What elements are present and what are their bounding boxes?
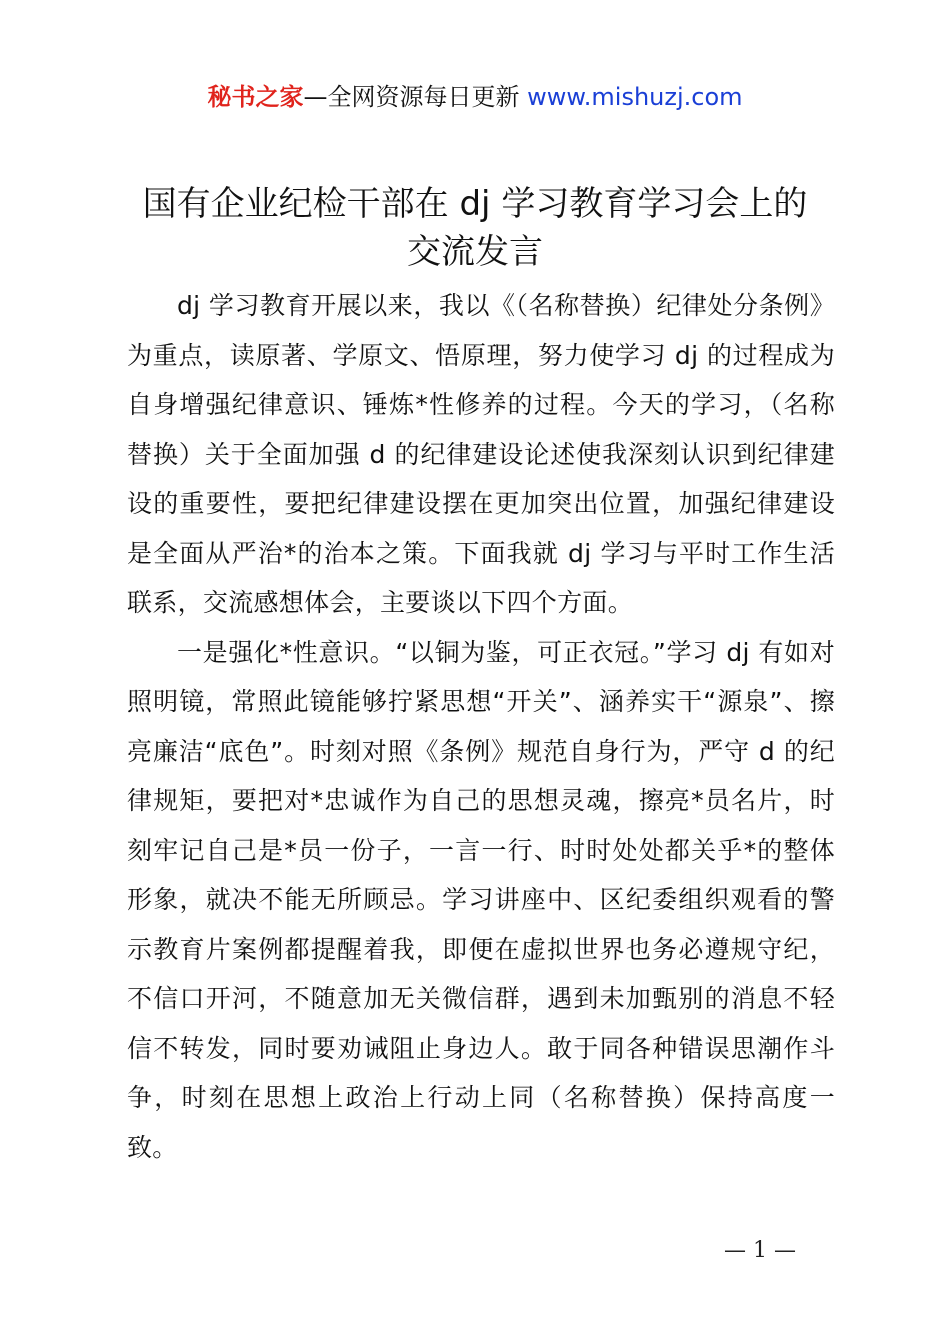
body-paragraph-intro: dj 学习教育开展以来，我以《（名称替换）纪律处分条例》为重点，读原著、学原文、悟原理，努力使学习 dj 的过程成为自身增强纪律意识、锤炼*性修养的过程。今天的学习，（名称替换）关于全面加强 d 的纪律建设论述使我深刻认识到纪律建设的重要性，要把纪律建设摆在更加突出位置，加强纪律建设是全面从严治*的治本之策。下面我就 dj 学习与平时工作生活联系，交流感想体会，主要谈以下四个方面。 xyxy=(127,291,835,617)
page-number: — 1 — xyxy=(724,1238,796,1263)
document-title xyxy=(100,180,850,276)
site-url-link[interactable]: www.mishuzj.com xyxy=(527,83,743,111)
document-title-line-2: 交流发言 xyxy=(407,232,543,272)
header-slogan: —全网资源每日更新 xyxy=(303,83,520,111)
body-paragraph-point-one: 一是强化*性意识。“以铜为鉴，可正衣冠。”学习 dj 有如对照明镜，常照此镜能够拧紧思想“开关”、涵养实干“源泉”、擦亮廉洁“底色”。时刻对照《条例》规范自身行为，严守 d 的纪律规矩，要把对*忠诚作为自己的思想灵魂，擦亮*员名片，时刻牢记自己是*员一份子，一言一行、时时处处都关乎*的整体形象，就决不能无所顾忌。学习讲座中、区纪委组织观看的警示教育片案例都提醒着我，即便在虚拟世界也务必遵规守纪，不信口开河，不随意加无关微信群，遇到未加甄别的消息不轻信不转发，同时要劝诫阻止身边人。敢于同各种错误思潮作斗争，时刻在思想上政治上行动上同（名称替换）保持高度一致。 xyxy=(127,637,835,1162)
document-title-line-1: 国有企业纪检干部在 dj 学习教育学习会上的 xyxy=(142,184,808,224)
brand-name: 秘书之家 xyxy=(207,83,304,111)
site-header-banner xyxy=(0,80,950,114)
document-body xyxy=(127,281,835,1172)
